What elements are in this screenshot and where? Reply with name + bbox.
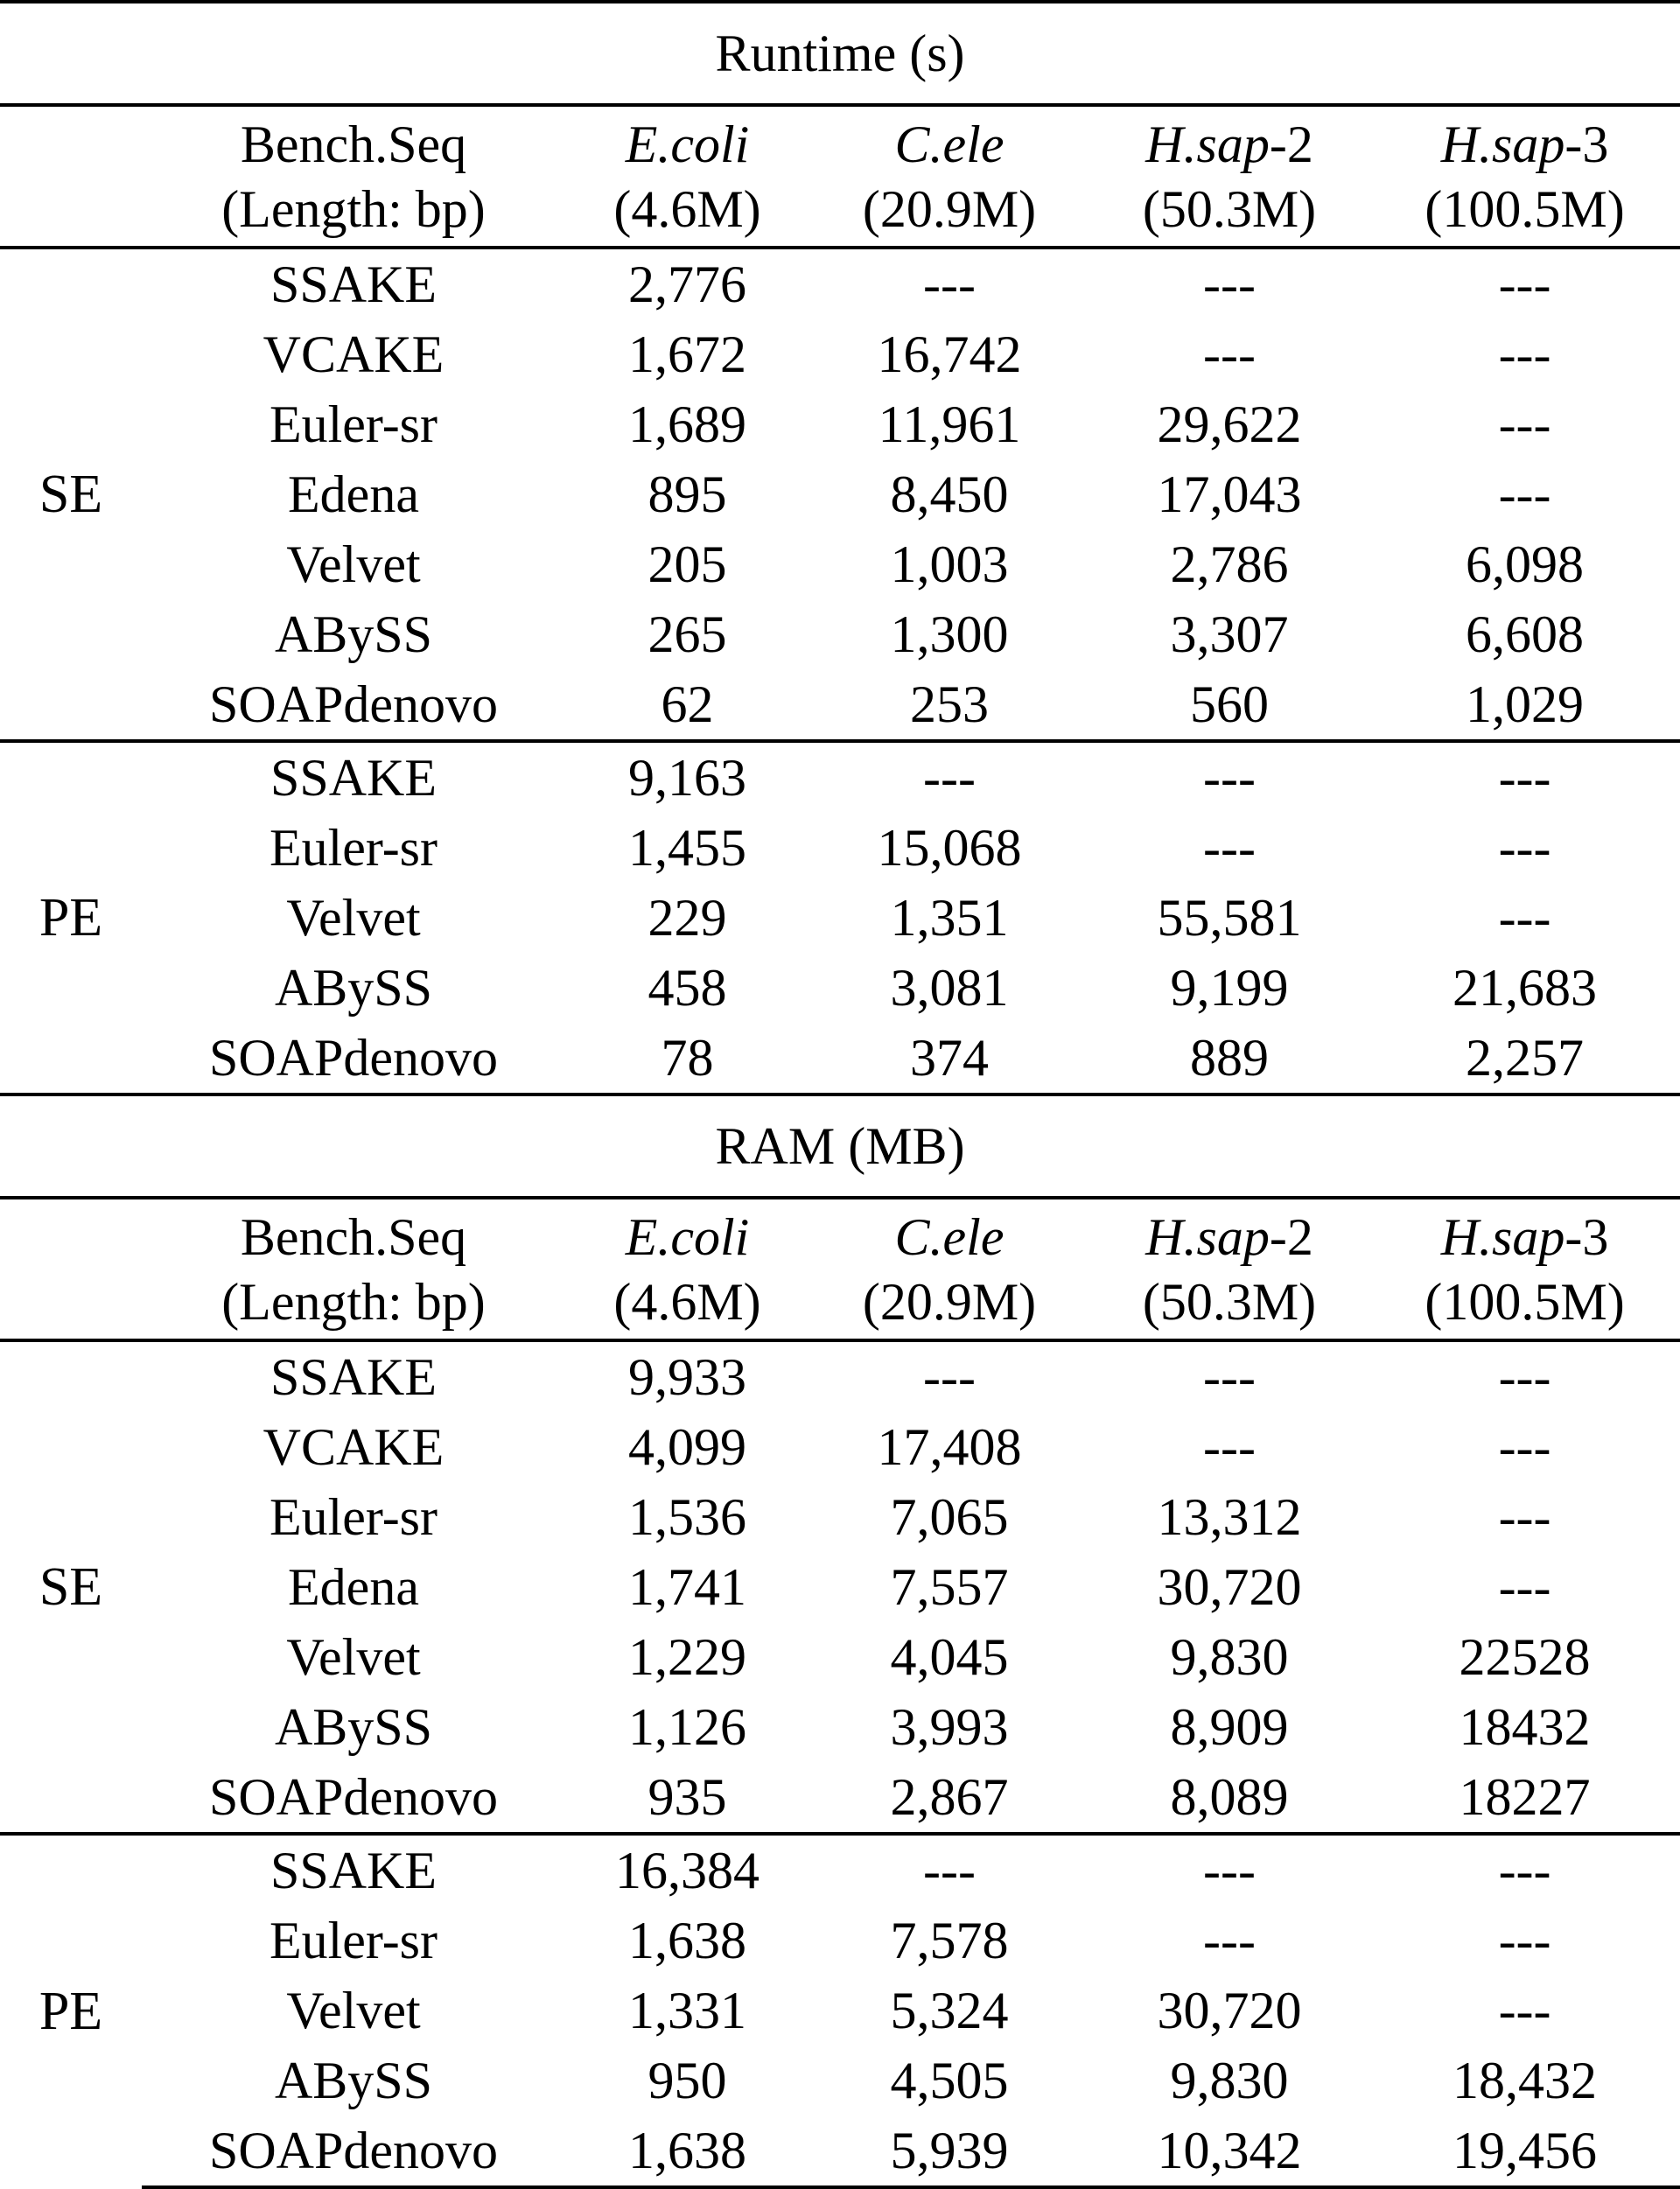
value-cell: 1,029	[1369, 669, 1680, 741]
dataset-header	[1369, 1198, 1680, 1340]
value-cell: 9,199	[1170, 959, 1289, 1017]
value-cell: 13,312	[1157, 1488, 1302, 1546]
value-cell: ---	[1203, 1842, 1256, 1899]
group-label: SE	[0, 248, 142, 741]
value-cell: ---	[1498, 1558, 1551, 1616]
table-row	[0, 319, 1680, 389]
value-cell: 3,307	[1170, 605, 1289, 663]
section-0	[0, 2, 1680, 1094]
dataset-species: H.sap	[1145, 1207, 1270, 1266]
dataset-species: E.coli	[625, 115, 750, 173]
value-cell: 1,455	[628, 819, 746, 877]
dataset-species: H.sap	[1440, 1207, 1565, 1266]
dataset-length: (20.9M)	[862, 1272, 1037, 1331]
value-cell: 458	[648, 959, 727, 1017]
value-cell: 935	[565, 1762, 809, 1834]
table-row	[0, 953, 1680, 1023]
section-1	[0, 1094, 1680, 2187]
dataset-length: (50.3M)	[1142, 1272, 1317, 1331]
value-cell: 17,408	[877, 1418, 1022, 1476]
value-cell: 9,830	[1170, 2052, 1289, 2109]
table-row	[0, 1552, 1680, 1622]
value-cell: 9,830	[1170, 1628, 1289, 1686]
value-cell: 8,909	[1170, 1698, 1289, 1756]
section-title: Runtime (s)	[0, 2, 1680, 105]
dataset-header	[1089, 1198, 1369, 1340]
dataset-name	[809, 1205, 1089, 1269]
table-row	[0, 1412, 1680, 1482]
tool-name: SSAKE	[270, 255, 438, 313]
value-cell: 30,720	[1157, 1558, 1302, 1616]
dataset-suffix: -3	[1564, 115, 1609, 173]
value-cell: 3,993	[890, 1698, 1009, 1756]
value-cell: 21,683	[1452, 959, 1598, 1017]
tool-name: Edena	[288, 1558, 419, 1616]
dataset-name	[1089, 112, 1369, 177]
value-cell: 229	[648, 889, 727, 947]
value-cell: 6,608	[1466, 605, 1585, 663]
table-row	[0, 1976, 1680, 2046]
value-cell: 22528	[1459, 1628, 1591, 1686]
table-row	[0, 248, 1680, 319]
dataset-name	[1089, 1205, 1369, 1269]
value-cell: ---	[1203, 1912, 1256, 1969]
dataset-header	[565, 105, 809, 248]
table-row	[0, 669, 1680, 741]
value-cell: 1,741	[628, 1558, 746, 1616]
header-blank	[0, 1198, 142, 1340]
value-cell: 1,672	[628, 325, 746, 383]
tool-name: VCAKE	[262, 325, 444, 383]
value-cell: 2,786	[1170, 535, 1289, 593]
value-cell: 265	[648, 605, 727, 663]
value-cell: 6,098	[1466, 535, 1585, 593]
table-row	[0, 2116, 1680, 2187]
value-cell: 560	[1089, 669, 1369, 741]
value-cell: 4,099	[628, 1418, 746, 1476]
dataset-header	[809, 1198, 1089, 1340]
dataset-header	[1089, 105, 1369, 248]
value-cell: 1,351	[890, 889, 1009, 947]
dataset-header	[809, 105, 1089, 248]
value-cell: ---	[1498, 1842, 1551, 1899]
section-title-row	[0, 2, 1680, 105]
value-cell: 9,933	[628, 1348, 746, 1406]
value-cell: ---	[1498, 1348, 1551, 1406]
table-row	[0, 599, 1680, 669]
dataset-name	[1369, 112, 1680, 177]
table-row	[0, 2046, 1680, 2116]
table-row	[0, 1023, 1680, 1094]
value-cell: ---	[923, 1348, 976, 1406]
table-row	[0, 1692, 1680, 1762]
value-cell: ---	[1203, 1418, 1256, 1476]
value-cell: 7,578	[890, 1912, 1009, 1969]
value-cell: 10,342	[1089, 2116, 1369, 2187]
header-blank	[0, 105, 142, 248]
table-row	[0, 1906, 1680, 1976]
value-cell: 78	[661, 1029, 714, 1087]
value-cell: 3,081	[890, 959, 1009, 1017]
tool-name: ABySS	[274, 1698, 433, 1756]
header-row	[0, 105, 1680, 248]
value-cell: 7,557	[890, 1558, 1009, 1616]
group-label: SE	[0, 1340, 142, 1834]
table-row	[0, 1762, 1680, 1834]
value-cell: 1,536	[628, 1488, 746, 1546]
dataset-suffix: -3	[1564, 1207, 1609, 1266]
value-cell: 4,505	[890, 2052, 1009, 2109]
value-cell: ---	[923, 1842, 976, 1899]
value-cell: ---	[1498, 889, 1551, 947]
table-row	[0, 529, 1680, 599]
tool-name: Velvet	[286, 535, 421, 593]
bench-seq-label: Bench.Seq	[240, 1207, 467, 1266]
value-cell: 17,043	[1157, 465, 1302, 523]
tool-name: ABySS	[274, 2052, 433, 2109]
section-title-row	[0, 1094, 1680, 1198]
value-cell: 30,720	[1157, 1982, 1302, 2039]
dataset-length: (4.6M)	[613, 179, 761, 238]
value-cell: 205	[648, 535, 727, 593]
value-cell: 19,456	[1369, 2116, 1680, 2187]
value-cell: ---	[1203, 749, 1256, 807]
value-cell: 1,638	[565, 2116, 809, 2187]
value-cell: 62	[565, 669, 809, 741]
table-row	[0, 389, 1680, 459]
value-cell: 55,581	[1157, 889, 1302, 947]
value-cell: ---	[1498, 395, 1551, 453]
value-cell: 889	[1190, 1029, 1269, 1087]
table-row	[0, 459, 1680, 529]
value-cell: ---	[1498, 255, 1551, 313]
dataset-species: E.coli	[625, 1207, 750, 1266]
value-cell: 1,229	[628, 1628, 746, 1686]
value-cell: 1,689	[628, 395, 746, 453]
value-cell: ---	[1203, 1348, 1256, 1406]
dataset-suffix: -2	[1269, 115, 1313, 173]
value-cell: 1,300	[890, 605, 1009, 663]
value-cell: 2,776	[628, 255, 746, 313]
value-cell: 8,089	[1089, 1762, 1369, 1834]
tool-name: VCAKE	[262, 1418, 444, 1476]
tool-name: ABySS	[274, 959, 433, 1017]
tool-name: Euler-sr	[269, 1912, 438, 1969]
group-label: PE	[38, 888, 103, 948]
value-cell: 18,432	[1452, 2052, 1598, 2109]
value-cell: ---	[1203, 819, 1256, 877]
length-label: (Length: bp)	[221, 179, 486, 238]
dataset-length: (50.3M)	[1142, 179, 1317, 238]
tool-name: SSAKE	[270, 749, 438, 807]
tool-name: SSAKE	[270, 1348, 438, 1406]
value-cell: ---	[1498, 1912, 1551, 1969]
value-cell: 16,742	[877, 325, 1022, 383]
tool-name: SOAPdenovo	[142, 2116, 565, 2187]
value-cell: 8,450	[890, 465, 1009, 523]
bench-seq-header	[142, 105, 565, 248]
tool-name: Edena	[288, 465, 419, 523]
value-cell: 253	[809, 669, 1089, 741]
value-cell: 1,126	[628, 1698, 746, 1756]
tool-name: Velvet	[286, 1982, 421, 2039]
value-cell: 7,065	[890, 1488, 1009, 1546]
tool-name: Euler-sr	[269, 1488, 438, 1546]
value-cell: 1,638	[628, 1912, 746, 1969]
value-cell: 1,331	[628, 1982, 746, 2039]
table-row	[0, 741, 1680, 813]
dataset-length: (100.5M)	[1424, 179, 1625, 238]
dataset-name	[565, 1205, 809, 1269]
bench-seq-header	[142, 1198, 565, 1340]
tool-name: Euler-sr	[269, 819, 438, 877]
value-cell: 2,257	[1466, 1029, 1585, 1087]
dataset-name	[809, 112, 1089, 177]
dataset-length: (20.9M)	[862, 179, 1037, 238]
table-row	[0, 1340, 1680, 1412]
value-cell: 16,384	[615, 1842, 760, 1899]
value-cell: ---	[1498, 819, 1551, 877]
tool-name: Velvet	[286, 1628, 421, 1686]
dataset-header	[565, 1198, 809, 1340]
value-cell: ---	[1498, 1488, 1551, 1546]
table-row	[0, 1834, 1680, 1906]
tool-name: SSAKE	[270, 1842, 438, 1899]
value-cell: 1,003	[890, 535, 1009, 593]
group-label: PE	[38, 1982, 103, 2041]
dataset-name	[1369, 1205, 1680, 1269]
length-label: (Length: bp)	[221, 1272, 486, 1331]
dataset-species: C.ele	[894, 1207, 1004, 1266]
dataset-species: C.ele	[894, 115, 1004, 173]
table-row	[0, 883, 1680, 953]
dataset-suffix: -2	[1269, 1207, 1313, 1266]
value-cell: 18432	[1459, 1698, 1591, 1756]
value-cell: 4,045	[890, 1628, 1009, 1686]
value-cell: 2,867	[809, 1762, 1089, 1834]
tool-name: SOAPdenovo	[208, 1029, 499, 1087]
tool-name: Velvet	[286, 889, 421, 947]
table-row	[0, 1622, 1680, 1692]
dataset-length: (100.5M)	[1424, 1272, 1625, 1331]
table-row	[0, 813, 1680, 883]
table-row	[0, 1482, 1680, 1552]
tool-name: SOAPdenovo	[142, 669, 565, 741]
value-cell: 15,068	[877, 819, 1022, 877]
dataset-name	[565, 112, 809, 177]
bench-seq-label: Bench.Seq	[240, 115, 467, 173]
value-cell: ---	[1498, 1418, 1551, 1476]
value-cell: ---	[1498, 325, 1551, 383]
value-cell: 9,163	[628, 749, 746, 807]
tool-name: Euler-sr	[269, 395, 438, 453]
value-cell: ---	[1498, 749, 1551, 807]
value-cell: 895	[648, 465, 727, 523]
value-cell: 5,324	[890, 1982, 1009, 2039]
dataset-species: H.sap	[1440, 115, 1565, 173]
dataset-length: (4.6M)	[613, 1272, 761, 1331]
value-cell: ---	[1203, 255, 1256, 313]
value-cell: ---	[923, 749, 976, 807]
header-row	[0, 1198, 1680, 1340]
value-cell: 18227	[1369, 1762, 1680, 1834]
dataset-header	[1369, 105, 1680, 248]
value-cell: 950	[648, 2052, 727, 2109]
value-cell: 29,622	[1157, 395, 1302, 453]
value-cell: ---	[1498, 465, 1551, 523]
section-title: RAM (MB)	[0, 1094, 1680, 1198]
tool-name: SOAPdenovo	[142, 1762, 565, 1834]
value-cell: ---	[1203, 325, 1256, 383]
value-cell: 5,939	[809, 2116, 1089, 2187]
tool-name: ABySS	[274, 605, 433, 663]
value-cell: ---	[923, 255, 976, 313]
value-cell: ---	[1498, 1982, 1551, 2039]
dataset-species: H.sap	[1145, 115, 1270, 173]
value-cell: 374	[910, 1029, 989, 1087]
value-cell: 11,961	[878, 395, 1021, 453]
